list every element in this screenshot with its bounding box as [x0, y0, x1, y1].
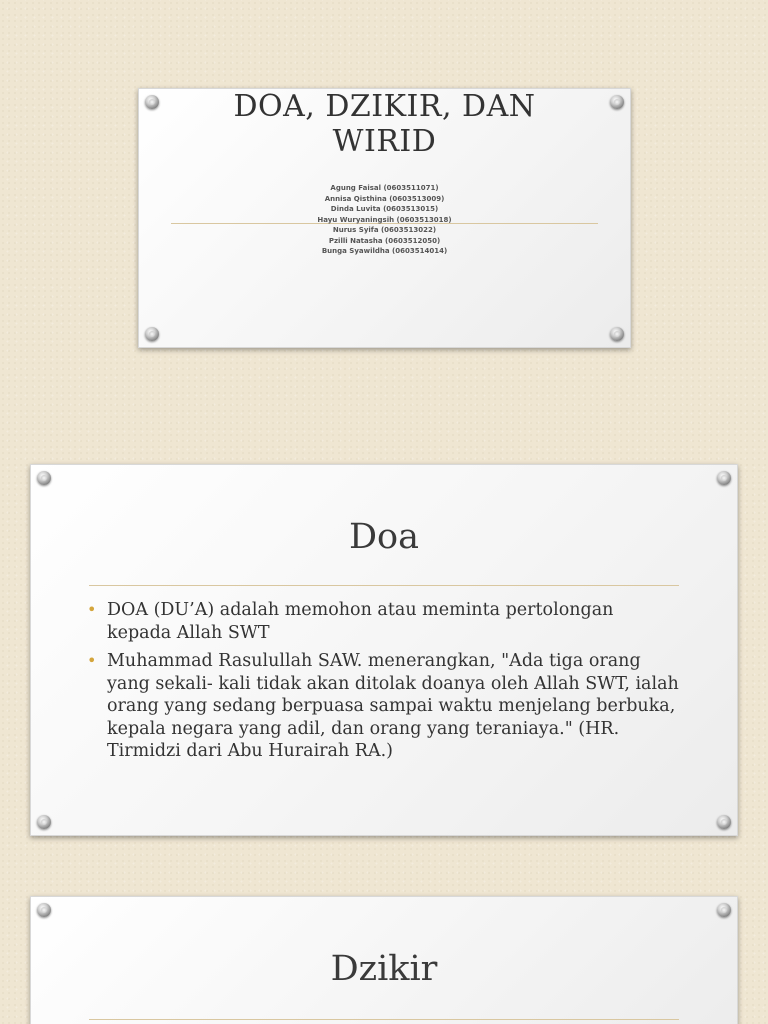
title-slide[interactable]	[138, 88, 631, 348]
screw-icon	[145, 327, 159, 341]
author-list	[139, 183, 630, 257]
screw-icon	[37, 903, 51, 917]
divider-rule	[89, 1019, 679, 1020]
author-item: Annisa Qisthina (0603513009)	[324, 194, 445, 203]
screw-icon	[37, 471, 51, 485]
bullet-icon: •	[87, 651, 97, 670]
screw-icon	[610, 327, 624, 341]
author-item: Nurus Syifa (0603513022)	[332, 226, 437, 234]
screw-icon	[717, 903, 731, 917]
title-line-1: DOA, DZIKIR, DAN	[233, 89, 536, 124]
divider-rule	[89, 585, 679, 586]
bullet-text: Muhammad Rasulullah SAW. menerangkan, "Ada tiga orang yang sekali- kali tidak akan ditolak doanya oleh Allah SWT, ialah orang yang sedang berpuasa sampai waktu menjelang berbuka, kepala negara yang adil, dan orang yang teraniaya." (HR. Tirmidzi dari Abu Hurairah RA.)	[107, 651, 679, 761]
list-item	[87, 599, 681, 644]
author-item: Hayu Wuryaningsih (0603513018)	[317, 215, 452, 224]
title-line-2: WIRID	[332, 124, 437, 159]
author-item: Dinda Luvita (0603513015)	[330, 205, 439, 213]
bullet-icon: •	[87, 600, 97, 619]
list-item	[87, 650, 681, 763]
author-item: Agung Faisal (0603511071)	[330, 184, 439, 192]
screw-icon	[717, 471, 731, 485]
presentation-title	[139, 89, 630, 159]
bullet-text: DOA (DU’A) adalah memohon atau meminta pertolongan kepada Allah SWT	[107, 600, 614, 643]
slide-heading: Dzikir	[330, 949, 438, 989]
dzikir-slide[interactable]	[30, 896, 738, 1024]
slide-heading: Doa	[349, 517, 419, 557]
author-item: Pzilli Natasha (0603512050)	[328, 236, 441, 245]
screw-icon	[37, 815, 51, 829]
bullet-list	[87, 599, 681, 769]
author-item: Bunga Syawildha (0603514014)	[321, 247, 448, 255]
doa-slide[interactable]	[30, 464, 738, 836]
screw-icon	[717, 815, 731, 829]
